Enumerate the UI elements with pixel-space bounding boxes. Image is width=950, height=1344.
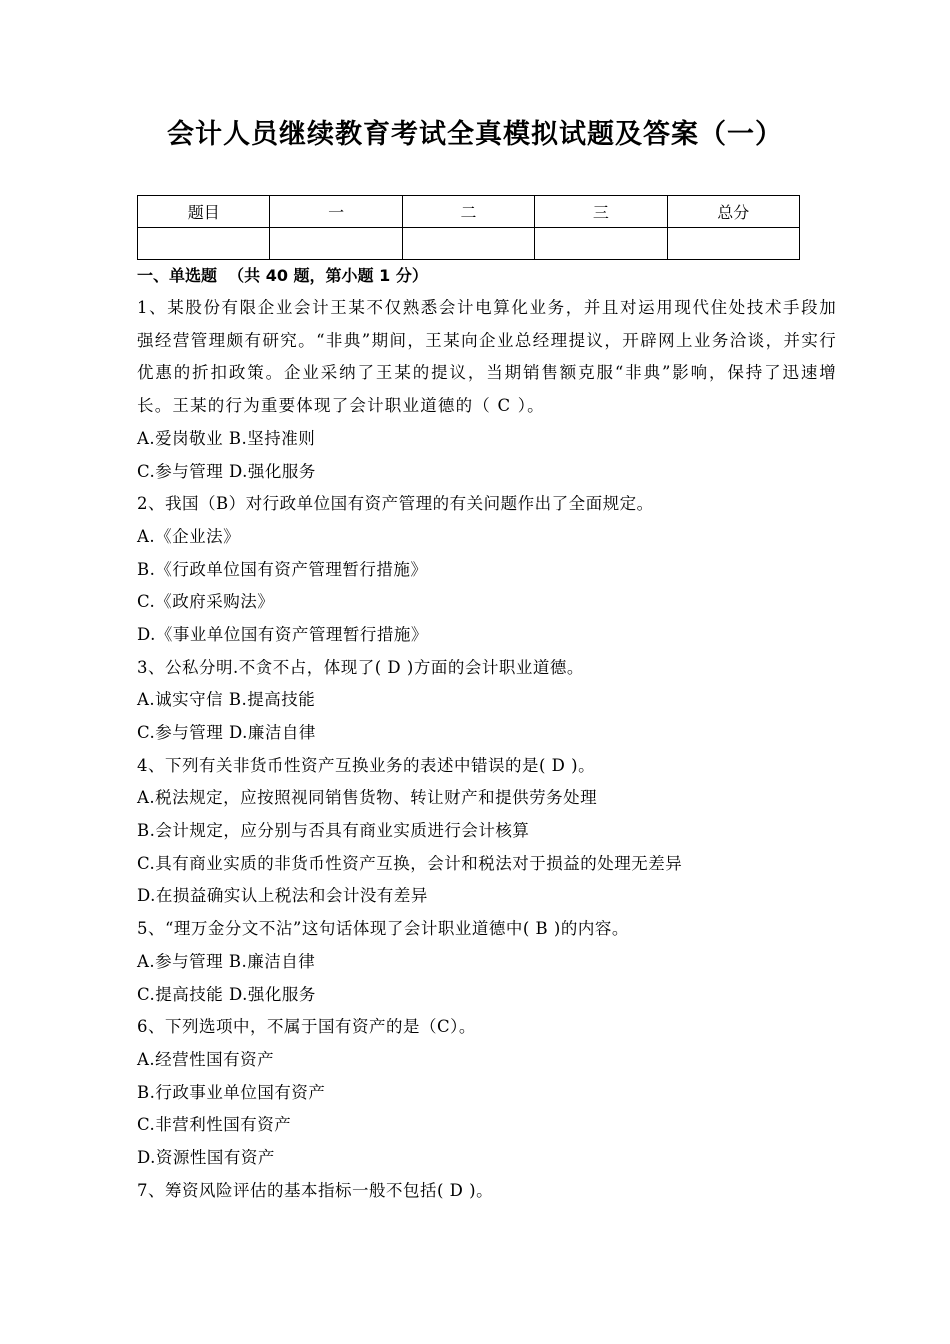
question-list <box>137 292 837 1207</box>
score-value-cell <box>270 228 402 260</box>
question-stem: 5、“理万金分文不沾”这句话体现了会计职业道德中( B )的内容。 <box>137 919 629 939</box>
option-line: B.《行政单位国有资产管理暂行措施》 <box>137 559 428 579</box>
score-header-cell: 题目 <box>138 196 270 228</box>
option-line: A.《企业法》 <box>137 526 241 546</box>
score-header-cell: 三 <box>535 196 667 228</box>
option-line: B.会计规定，应分别与否具有商业实质进行会计核算 <box>137 821 530 841</box>
option-line: C.非营利性国有资产 <box>137 1115 292 1135</box>
option-line: C.《政府采购法》 <box>137 592 275 612</box>
score-header-cell: 总分 <box>667 196 799 228</box>
option-line: A.税法规定，应按照视同销售货物、转让财产和提供劳务处理 <box>137 788 598 808</box>
score-value-cell <box>667 228 799 260</box>
score-table <box>137 195 800 260</box>
question-stem: 3、公私分明.不贪不占，体现了( D )方面的会计职业道德。 <box>137 657 584 677</box>
question-stem: 1、某股份有限企业会计王某不仅熟悉会计电算化业务，并且对运用现代住处技术手段加强经营管理颇有研究。“非典”期间，王某向企业总经理提议，开辟网上业务洽谈，并实行优惠的折扣政策。企业采纳了王某的提议，当期销售额克服“非典”影响，保持了迅速增长。王某的行为重要体现了会计职业道德的（ C ）。 <box>137 298 837 416</box>
score-table-header-row <box>138 196 800 228</box>
document-title: 会计人员继续教育考试全真模拟试题及答案（一） <box>167 119 783 150</box>
option-line: D.在损益确实认上税法和会计没有差异 <box>137 886 428 906</box>
section-heading: 一、单选题 （共 40 题，第小题 1 分） <box>137 266 428 285</box>
score-table-value-row <box>138 228 800 260</box>
score-header-cell: 二 <box>402 196 534 228</box>
score-value-cell <box>535 228 667 260</box>
option-line: C.提高技能 D.强化服务 <box>137 984 316 1004</box>
option-line: A.经营性国有资产 <box>137 1049 275 1069</box>
option-line: D.资源性国有资产 <box>137 1147 275 1167</box>
option-line: C.参与管理 D.廉洁自律 <box>137 723 316 742</box>
option-line: A.诚实守信 B.提高技能 <box>137 690 316 710</box>
score-header-cell: 一 <box>270 196 402 228</box>
score-value-cell <box>402 228 534 260</box>
option-line: A.爱岗敬业 B.坚持准则 <box>137 428 316 448</box>
question-stem: 6、下列选项中，不属于国有资产的是（C）。 <box>137 1017 476 1037</box>
option-line: D.《事业单位国有资产管理暂行措施》 <box>137 624 428 644</box>
question-stem: 2、我国（B）对行政单位国有资产管理的有关问题作出了全面规定。 <box>137 494 654 514</box>
score-value-cell <box>138 228 270 260</box>
option-line: C.具有商业实质的非货币性资产互换，会计和税法对于损益的处理无差异 <box>137 853 683 873</box>
question-stem: 7、筹资风险评估的基本指标一般不包括( D )。 <box>137 1180 494 1200</box>
option-line: B.行政事业单位国有资产 <box>137 1082 326 1102</box>
option-line: A.参与管理 B.廉洁自律 <box>137 951 316 971</box>
option-line: C.参与管理 D.强化服务 <box>137 461 316 481</box>
question-stem: 4、下列有关非货币性资产互换业务的表述中错误的是( D )。 <box>137 755 596 775</box>
